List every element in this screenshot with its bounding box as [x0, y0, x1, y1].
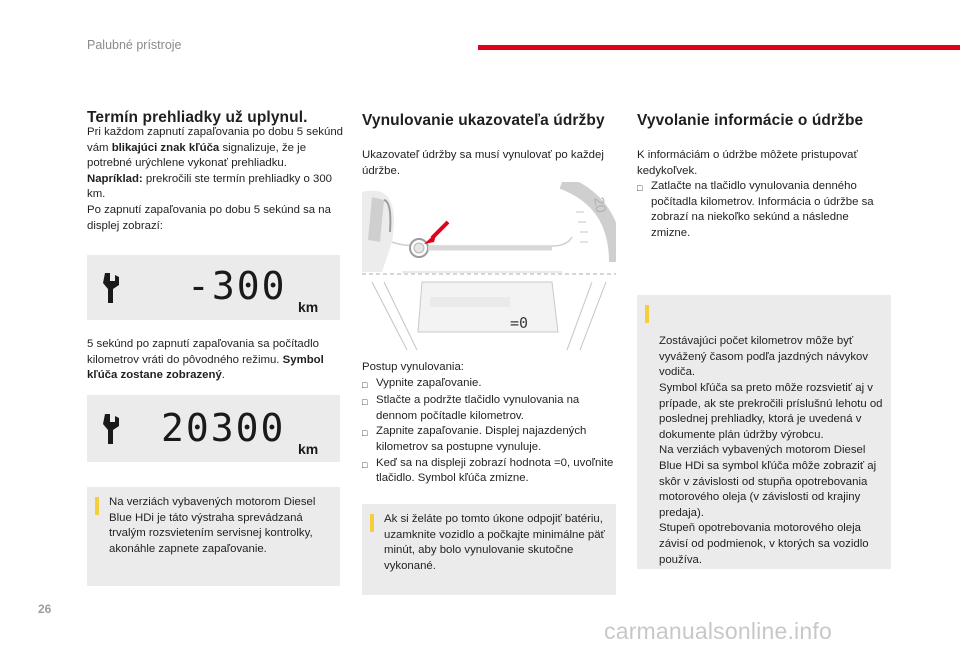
col3-body	[637, 148, 891, 242]
header-accent-line	[478, 45, 960, 50]
list-item-text: Vypnite zapaľovanie.	[376, 376, 482, 389]
note-text: Na verziách vybavených motorom Diesel Blue HDi je táto výstraha sprevádzaná trvalým rozsvietením servisnej kontrolky, akonáhle zapnete zapaľovanie.	[109, 496, 316, 555]
col2-note	[362, 504, 616, 595]
square-bullet-icon: □	[362, 428, 368, 439]
list-item-text: Zapnite zapaľovanie. Displej najazdených kilometrov sa postupne vynuluje.	[376, 425, 587, 453]
note-marker	[95, 497, 99, 515]
list-item	[362, 376, 616, 394]
list-item	[362, 424, 616, 455]
text-span: prekročili ste termín prehliadky o 300 km.	[87, 172, 333, 201]
col1-intro-text	[87, 125, 343, 234]
col1-heading: Termín prehliadky už uplynul.	[87, 109, 308, 126]
bold-span: Napríklad:	[87, 172, 143, 185]
paragraph: K informáciám o údržbe môžete pristupovať kedykoľvek.	[637, 149, 858, 177]
wrench-icon	[101, 271, 123, 305]
paragraph: Po zapnutí zapaľovania po dobu 5 sekúnd sa na displej zobrazí:	[87, 203, 331, 232]
list-item-text: Stlačte a podržte tlačidlo vynulovania na dennom počítadle kilometrov.	[376, 394, 580, 422]
wrench-icon	[101, 412, 123, 446]
list-item	[637, 179, 891, 241]
note-marker	[370, 514, 374, 532]
display-panel-1	[87, 255, 340, 320]
display-1-value: -300	[187, 264, 287, 308]
col2-heading: Vynulovanie ukazovateľa údržby	[362, 112, 605, 129]
text-span: 5 sekúnd po zapnutí zapaľovania sa počítadlo kilometrov vráti do pôvodného režimu.	[87, 338, 319, 366]
col1-note	[87, 487, 340, 586]
list-item	[362, 456, 616, 487]
square-bullet-icon: □	[637, 183, 643, 194]
col1-after-text	[87, 337, 343, 384]
display-panel-2	[87, 395, 340, 462]
col3-heading: Vyvolanie informácie o údržbe	[637, 112, 864, 129]
square-bullet-icon: □	[362, 459, 368, 470]
note-text: Zostávajúci počet kilometrov môže byť vyvážený časom podľa jazdných návykov vodiča. Symbol kľúča sa preto môže rozsvietiť aj v prípade, ak ste prekročili príslušnú lehotu od poslednej prehliadky, ktorá je uvedená v dokumente plán údržby výrobcu. Na verziách vybavených motorom Diesel Blue HDi sa symbol kľúča môže zobraziť aj skôr v závislosti od stupňa opotrebovania motorového oleja (v závislosti od krajiny predaja). Stupeň opotrebovania motorového oleja závisí od podmienok, v ktorých sa vozidlo používa.	[659, 335, 883, 566]
list-item-text: Keď sa na displeji zobrazí hodnota =0, uvoľnite tlačidlo. Symbol kľúča zmizne.	[376, 456, 614, 485]
bold-span: blikajúci znak kľúča	[111, 141, 220, 154]
list-item-text: Zatlačte na tlačidlo vynulovania denného počítadla kilometrov. Informácia o údržbe sa zobrazí na niekoľko sekúnd a následne zmizne.	[651, 180, 874, 239]
bold-span: Symbol kľúča zostane zobrazený	[87, 353, 324, 382]
display-2-unit: km	[298, 441, 319, 457]
instrument-cluster-illustration	[362, 182, 616, 350]
text-span: Pri každom zapnutí zapaľovania po dobu 5 sekúnd vám	[87, 126, 343, 154]
note-marker	[645, 305, 649, 323]
note-text: Ak si želáte po tomto úkone odpojiť batériu, uzamknite vozidlo a počkajte minimálne päť minút, aby bolo vynulovanie skutočne vykonané.	[384, 513, 605, 572]
list-item	[362, 393, 616, 424]
svg-text:20: 20	[591, 195, 610, 214]
text-span: .	[221, 369, 225, 382]
display-2-value: 20300	[161, 406, 286, 450]
col2-intro: Ukazovateľ údržby sa musí vynulovať po každej údržbe.	[362, 149, 604, 177]
section-title: Palubné prístroje	[87, 38, 182, 52]
col3-note	[637, 295, 891, 569]
steps-title: Postup vynulovania:	[362, 361, 464, 373]
page-number: 26	[38, 602, 52, 616]
cluster-display-text: =0	[510, 314, 529, 332]
text-span: signalizuje, že je potrebné urýchlene vykonať prehliadku.	[87, 141, 307, 170]
watermark: carmanualsonline.info	[604, 618, 832, 644]
square-bullet-icon: □	[362, 379, 368, 390]
square-bullet-icon: □	[362, 397, 368, 408]
col2-steps	[362, 360, 616, 487]
cluster-drawing	[362, 182, 616, 350]
display-1-unit: km	[298, 299, 319, 315]
